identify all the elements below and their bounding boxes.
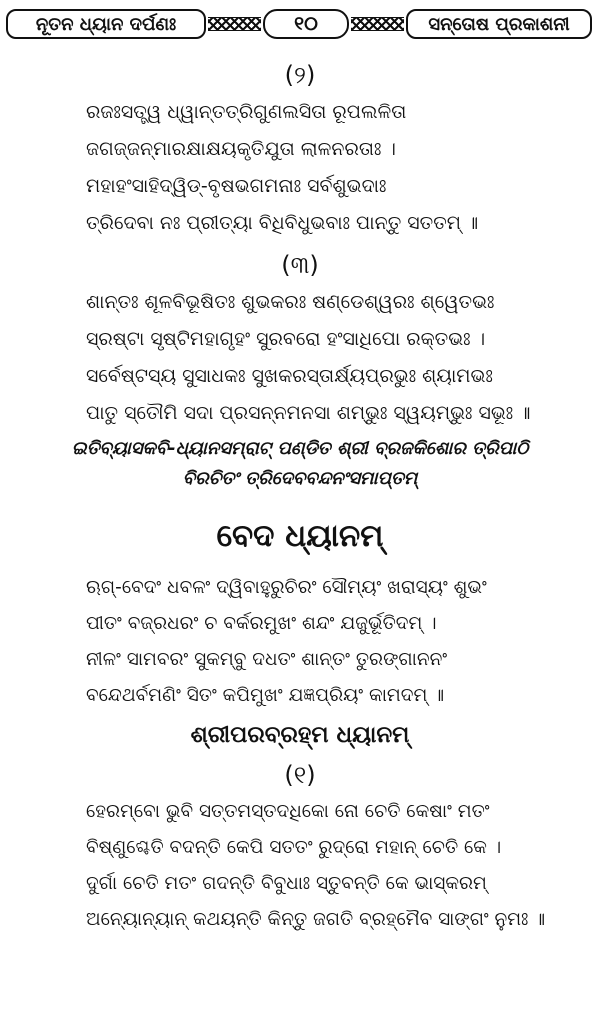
- verse-line: ବିଷ୍ଣୁଶ୍ଚେତି ବଦନ୍ତି କେପି ସତତଂ ରୁଦ୍ରୋ ମହାନ୍ ଚେତି କେ ।: [86, 837, 502, 858]
- verse-line: ଜଗଜ୍ଜନ୍ମାରକ୍ଷାକ୍ଷୟକୃତିଯୁତା ଲାଳନରତାଃ ।: [86, 138, 396, 160]
- verse-block: [0, 794, 600, 938]
- verse-line: ହେରମ୍ବୋ ଭୁବି ସତ୍ତମସ୍ତଦଧିକୋ ନୋ ଚେତି କେଷାଂ ମତଂ: [86, 801, 490, 822]
- verse-line: ରଜଃସତ୍ତ୍ୱ ଧ୍ୱାନ୍ତତ୍ରିଗୁଣଲସିତା ରୂପଲଳିତା: [86, 101, 407, 123]
- verse-line: ନୀଳଂ ସାମବରଂ ସୁକମ୍ବୁ ଦଧତଂ ଶାନ୍ତଂ ତୁରଙ୍ଗାନନଂ: [86, 649, 448, 670]
- colophon-line: ବିରଚିତଂ ତ୍ରିଦେବବନ୍ଦନଂସମାପ୍ତମ୍: [182, 468, 418, 489]
- publisher-name: ସନ୍ତୋଷ ପ୍ରକାଶନୀ: [406, 9, 592, 39]
- verse-block: [0, 94, 600, 242]
- colophon-line: ଇତିବ୍ୟାସକବି-ଧ୍ୟାନସମ୍ରାଟ୍ ପଣ୍ଡିତ ଶ୍ରୀ ବ୍ରଜକିଶୋର ତ୍ରିପାଠି: [71, 438, 529, 459]
- verse-line: ଅନ୍ୟୋନ୍ୟାନ୍ କଥୟନ୍ତି କିନ୍ତୁ ଜଗତି ବ୍ରହ୍ମୈବ ସାଙ୍ଗଂ ନୁମଃ ॥: [86, 909, 546, 930]
- running-header: [6, 6, 592, 42]
- colophon: [0, 434, 600, 494]
- verse-number: (୧): [284, 761, 316, 789]
- decorative-border-right: [351, 17, 404, 31]
- verse-line: ବନ୍ଦେଥର୍ବମଣିଂ ସିତଂ କପିମୁଖଂ ଯଜ୍ଞପ୍ରିୟଂ କାମଦମ୍ ॥: [86, 685, 445, 706]
- verse-line: ତ୍ରିଦେବା ନଃ ପ୍ରୀତ୍ୟା ବିଧିବିଧୁଭବାଃ ପାନ୍ତୁ ସତତମ୍ ॥: [86, 212, 479, 234]
- book-title: ନୂତନ ଧ୍ୟାନ ଦର୍ପଣଃ: [6, 9, 206, 39]
- verse-line: ମହାହଂସାହିଦ୍ୱିଡ୍-ବୃଷଭଗମନାଃ ସର୍ବଶୁଭଦାଃ: [86, 175, 387, 197]
- verse-line: ଦୁର୍ଗା ଚେତି ମତଂ ଗଦନ୍ତି ବିବୁଧାଃ ସ୍ତୁବନ୍ତି କେ ଭାସ୍କରମ୍: [86, 873, 487, 894]
- verse-line: ଶାନ୍ତଃ ଶୂଳବିଭୂଷିତଃ ଶୁଭକରଃ ଷଣ୍ଡେଶ୍ୱରଃ ଶ୍ୱେତଭଃ: [86, 291, 495, 313]
- page-body: [0, 52, 600, 938]
- verse-line: ସର୍ବେଷ୍ଟସ୍ୟ ସୁସାଧକଃ ସୁଖକରସ୍ତାର୍କ୍ଷ୍ୟପ୍ରଭୁଃ ଶ୍ୟାମଭଃ: [86, 365, 493, 387]
- verse-line: ପୀତଂ ବଜ୍ରଧରଂ ଚ ବର୍କରମୁଖଂ ଶନ୍ଦଂ ଯଜୁର୍ଭୂତିଦମ୍ ।: [86, 613, 437, 634]
- verse-number: (୨): [284, 61, 316, 89]
- verse-line: ସ୍ରଷ୍ଟା ସୃଷ୍ଟିମହାଗୃହଂ ସୁରବରୋ ହଂସାଧିପୋ ରକ୍ତଭଃ ।: [86, 328, 486, 350]
- verse-line: ପାତୁ ସ୍ତୌମି ସଦା ପ୍ରସନ୍ନମନସା ଶମ୍ଭୁଃ ସ୍ୱୟମ୍ଭୁଃ ସଭୂଃ ॥: [86, 402, 531, 424]
- section-title: ବେଦ ଧ୍ୟାନମ୍: [216, 518, 384, 554]
- page-number: ୧୦: [263, 9, 349, 39]
- verse-number: (୩): [281, 251, 319, 279]
- verse-block: [0, 570, 600, 714]
- decorative-border-left: [208, 17, 261, 31]
- section-title: ଶ୍ରୀପରବ୍ରହ୍ମ ଧ୍ୟାନମ୍: [190, 722, 410, 748]
- verse-block: [0, 284, 600, 432]
- verse-line: ଋଗ୍-ବେଦଂ ଧବଳଂ ଦ୍ୱିବାହୁରୁଚିରଂ ସୌମ୍ୟଂ ଖରାସ୍ୟଂ ଶୁଭଂ: [86, 577, 487, 598]
